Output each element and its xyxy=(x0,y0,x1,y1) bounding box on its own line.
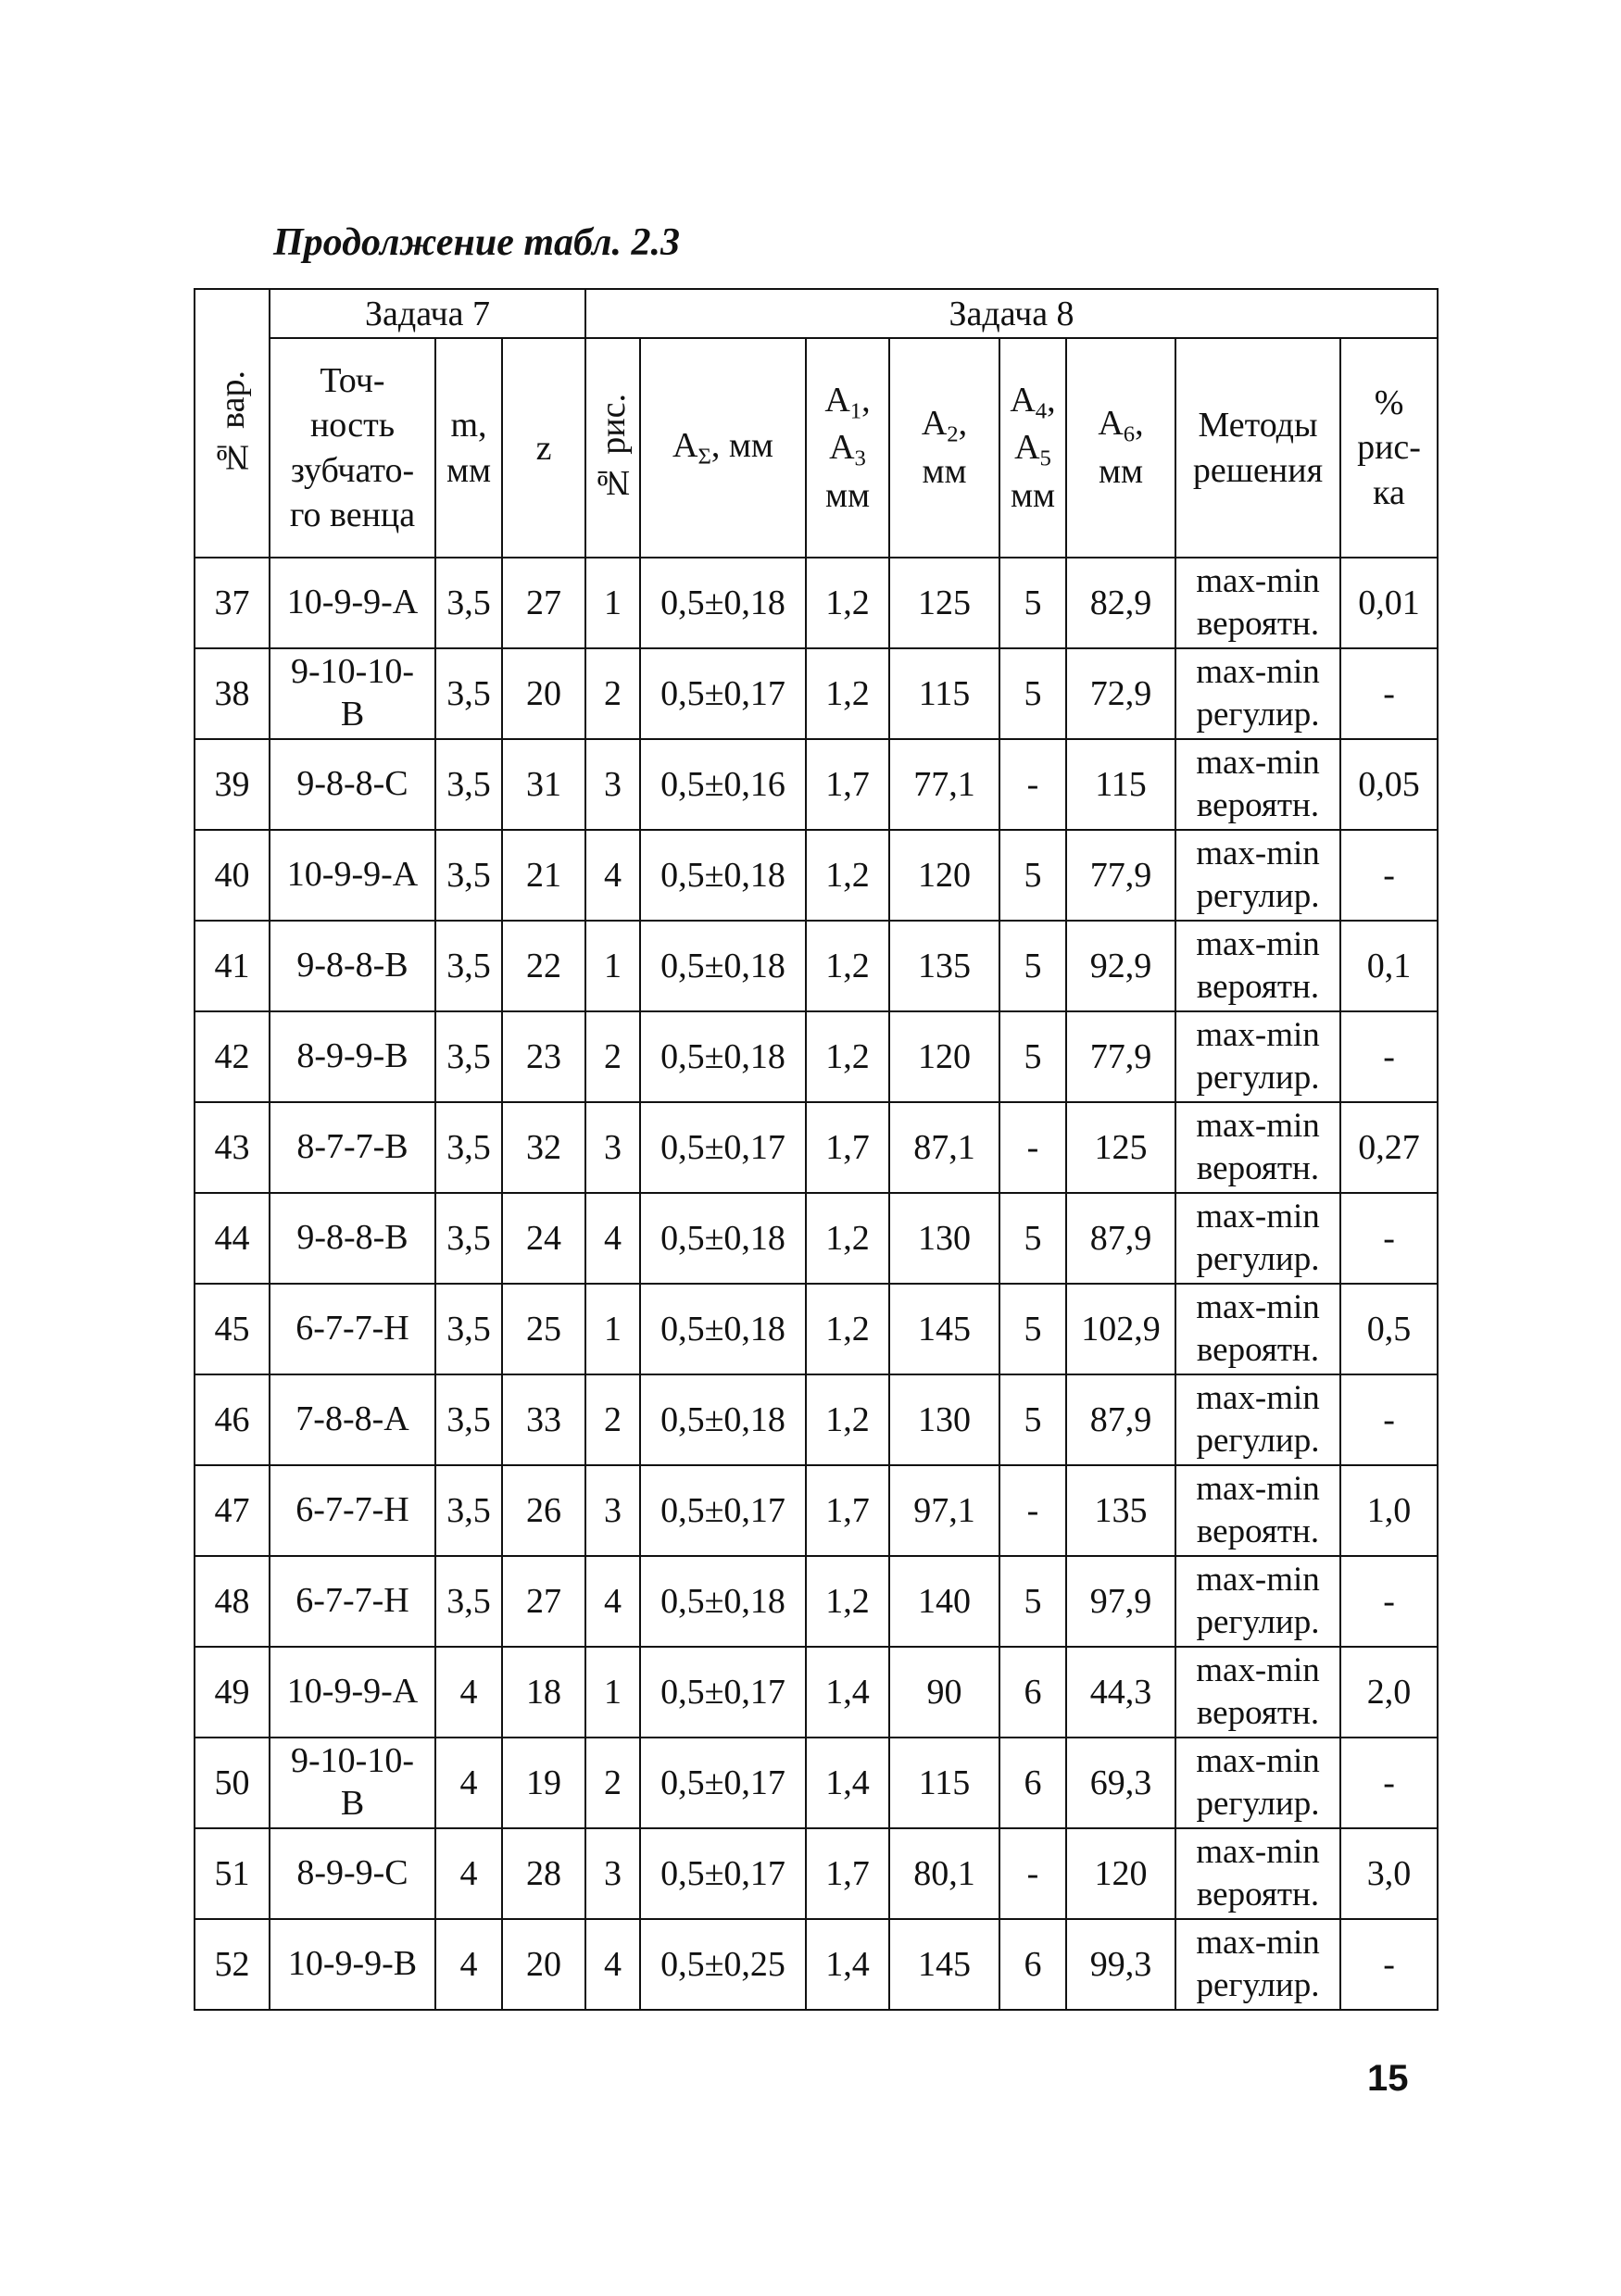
cell-fig: 2 xyxy=(585,1738,640,1828)
cell-variant: 52 xyxy=(195,1919,270,2010)
cell-a6: 97,9 xyxy=(1066,1556,1175,1647)
cell-a6: 69,3 xyxy=(1066,1738,1175,1828)
cell-a1-a3: 1,2 xyxy=(806,648,889,739)
table-row xyxy=(195,739,1438,830)
cell-variant: 49 xyxy=(195,1647,270,1738)
cell-a-sigma: 0,5±0,25 xyxy=(640,1919,806,2010)
data-table xyxy=(194,288,1439,2011)
cell-variant: 47 xyxy=(195,1465,270,1556)
cell-a-sigma: 0,5±0,17 xyxy=(640,648,806,739)
cell-method: max-min регулир. xyxy=(1175,1193,1340,1284)
header-task8: Задача 8 xyxy=(585,289,1438,338)
cell-precision: 9-10-10- B xyxy=(270,1738,435,1828)
cell-a-sigma: 0,5±0,16 xyxy=(640,739,806,830)
cell-a4-a5: - xyxy=(999,1465,1066,1556)
cell-a-sigma: 0,5±0,17 xyxy=(640,1738,806,1828)
cell-m: 3,5 xyxy=(435,1011,502,1102)
cell-a6: 44,3 xyxy=(1066,1647,1175,1738)
cell-a6: 92,9 xyxy=(1066,921,1175,1011)
cell-a6: 102,9 xyxy=(1066,1284,1175,1374)
cell-risk: - xyxy=(1340,1556,1438,1647)
cell-method: max-min вероятн. xyxy=(1175,921,1340,1011)
cell-m: 4 xyxy=(435,1647,502,1738)
header-row-groups xyxy=(195,289,1438,338)
cell-a6: 87,9 xyxy=(1066,1193,1175,1284)
cell-a-sigma: 0,5±0,17 xyxy=(640,1465,806,1556)
cell-variant: 51 xyxy=(195,1828,270,1919)
header-variant: № вар. xyxy=(195,289,270,558)
cell-fig: 1 xyxy=(585,1647,640,1738)
cell-fig: 3 xyxy=(585,1102,640,1193)
cell-risk: - xyxy=(1340,1193,1438,1284)
cell-method: max-min регулир. xyxy=(1175,1374,1340,1465)
cell-a4-a5: - xyxy=(999,739,1066,830)
table-row xyxy=(195,1738,1438,1828)
cell-method: max-min вероятн. xyxy=(1175,1102,1340,1193)
cell-a1-a3: 1,2 xyxy=(806,921,889,1011)
header-z: z xyxy=(502,338,585,558)
cell-a4-a5: - xyxy=(999,1102,1066,1193)
cell-a2: 145 xyxy=(889,1284,999,1374)
cell-a6: 115 xyxy=(1066,739,1175,830)
cell-a1-a3: 1,2 xyxy=(806,1556,889,1647)
cell-precision: 9-8-8-B xyxy=(270,921,435,1011)
cell-variant: 42 xyxy=(195,1011,270,1102)
cell-a1-a3: 1,7 xyxy=(806,1828,889,1919)
cell-method: max-min регулир. xyxy=(1175,1556,1340,1647)
cell-a1-a3: 1,2 xyxy=(806,1374,889,1465)
cell-variant: 43 xyxy=(195,1102,270,1193)
cell-risk: 0,1 xyxy=(1340,921,1438,1011)
table-row xyxy=(195,830,1438,921)
cell-a-sigma: 0,5±0,17 xyxy=(640,1647,806,1738)
cell-risk: - xyxy=(1340,648,1438,739)
cell-a6: 77,9 xyxy=(1066,830,1175,921)
cell-precision: 10-9-9-A xyxy=(270,1647,435,1738)
cell-precision: 6-7-7-H xyxy=(270,1465,435,1556)
cell-precision: 9-8-8-B xyxy=(270,1193,435,1284)
cell-fig: 3 xyxy=(585,1465,640,1556)
cell-m: 3,5 xyxy=(435,558,502,648)
cell-m: 3,5 xyxy=(435,1284,502,1374)
table-row xyxy=(195,1011,1438,1102)
cell-a4-a5: 6 xyxy=(999,1738,1066,1828)
table-row xyxy=(195,1556,1438,1647)
cell-a4-a5: 5 xyxy=(999,830,1066,921)
cell-a1-a3: 1,2 xyxy=(806,558,889,648)
cell-precision: 10-9-9-B xyxy=(270,1919,435,2010)
cell-a-sigma: 0,5±0,18 xyxy=(640,558,806,648)
cell-precision: 8-9-9-C xyxy=(270,1828,435,1919)
cell-fig: 2 xyxy=(585,1011,640,1102)
cell-z: 21 xyxy=(502,830,585,921)
cell-method: max-min вероятн. xyxy=(1175,1647,1340,1738)
cell-a4-a5: 5 xyxy=(999,921,1066,1011)
table-caption: Продолжение табл. 2.3 xyxy=(273,221,680,264)
cell-risk: - xyxy=(1340,1738,1438,1828)
cell-method: max-min вероятн. xyxy=(1175,558,1340,648)
page-number: 15 xyxy=(1367,2058,1409,2099)
cell-a-sigma: 0,5±0,18 xyxy=(640,921,806,1011)
cell-precision: 9-10-10- B xyxy=(270,648,435,739)
cell-method: max-min регулир. xyxy=(1175,830,1340,921)
cell-m: 3,5 xyxy=(435,1556,502,1647)
cell-a6: 77,9 xyxy=(1066,1011,1175,1102)
header-a2: $A_2$, мм xyxy=(889,338,999,558)
table-row xyxy=(195,1284,1438,1374)
cell-a-sigma: 0,5±0,18 xyxy=(640,1556,806,1647)
cell-a1-a3: 1,4 xyxy=(806,1919,889,2010)
cell-fig: 3 xyxy=(585,1828,640,1919)
cell-z: 33 xyxy=(502,1374,585,1465)
cell-a1-a3: 1,2 xyxy=(806,1284,889,1374)
cell-precision: 10-9-9-A xyxy=(270,830,435,921)
cell-a-sigma: 0,5±0,18 xyxy=(640,1193,806,1284)
cell-fig: 1 xyxy=(585,921,640,1011)
cell-precision: 6-7-7-H xyxy=(270,1556,435,1647)
cell-a1-a3: 1,2 xyxy=(806,830,889,921)
cell-a1-a3: 1,7 xyxy=(806,1102,889,1193)
cell-z: 27 xyxy=(502,558,585,648)
cell-a2: 140 xyxy=(889,1556,999,1647)
cell-z: 28 xyxy=(502,1828,585,1919)
cell-variant: 39 xyxy=(195,739,270,830)
cell-method: max-min вероятн. xyxy=(1175,1828,1340,1919)
cell-a4-a5: - xyxy=(999,1828,1066,1919)
cell-method: max-min регулир. xyxy=(1175,1011,1340,1102)
table-row xyxy=(195,1465,1438,1556)
cell-a4-a5: 6 xyxy=(999,1919,1066,2010)
cell-variant: 44 xyxy=(195,1193,270,1284)
cell-variant: 38 xyxy=(195,648,270,739)
cell-fig: 4 xyxy=(585,830,640,921)
cell-z: 18 xyxy=(502,1647,585,1738)
cell-m: 3,5 xyxy=(435,830,502,921)
table-row xyxy=(195,921,1438,1011)
cell-m: 3,5 xyxy=(435,648,502,739)
cell-m: 4 xyxy=(435,1828,502,1919)
cell-variant: 37 xyxy=(195,558,270,648)
cell-z: 19 xyxy=(502,1738,585,1828)
cell-precision: 10-9-9-A xyxy=(270,558,435,648)
cell-risk: 3,0 xyxy=(1340,1828,1438,1919)
cell-method: max-min вероятн. xyxy=(1175,1465,1340,1556)
cell-risk: - xyxy=(1340,1919,1438,2010)
cell-a2: 115 xyxy=(889,1738,999,1828)
cell-fig: 4 xyxy=(585,1919,640,2010)
cell-a2: 97,1 xyxy=(889,1465,999,1556)
cell-z: 26 xyxy=(502,1465,585,1556)
cell-a-sigma: 0,5±0,17 xyxy=(640,1102,806,1193)
cell-a6: 125 xyxy=(1066,1102,1175,1193)
cell-m: 3,5 xyxy=(435,1193,502,1284)
table-row xyxy=(195,648,1438,739)
cell-a6: 72,9 xyxy=(1066,648,1175,739)
cell-m: 3,5 xyxy=(435,921,502,1011)
cell-a6: 87,9 xyxy=(1066,1374,1175,1465)
cell-fig: 2 xyxy=(585,1374,640,1465)
header-task7: Задача 7 xyxy=(270,289,585,338)
cell-variant: 50 xyxy=(195,1738,270,1828)
cell-a1-a3: 1,4 xyxy=(806,1647,889,1738)
header-a6: $A_6$, мм xyxy=(1066,338,1175,558)
cell-a2: 120 xyxy=(889,830,999,921)
cell-risk: 0,01 xyxy=(1340,558,1438,648)
cell-a1-a3: 1,2 xyxy=(806,1011,889,1102)
header-m: m, мм xyxy=(435,338,502,558)
table-row xyxy=(195,1828,1438,1919)
cell-risk: - xyxy=(1340,1011,1438,1102)
cell-risk: 1,0 xyxy=(1340,1465,1438,1556)
cell-a1-a3: 1,7 xyxy=(806,739,889,830)
table-row xyxy=(195,1919,1438,2010)
cell-a1-a3: 1,7 xyxy=(806,1465,889,1556)
cell-a2: 145 xyxy=(889,1919,999,2010)
table-row xyxy=(195,1374,1438,1465)
cell-fig: 2 xyxy=(585,648,640,739)
header-precision: Точ- ность зубчато- го венца xyxy=(270,338,435,558)
cell-method: max-min регулир. xyxy=(1175,648,1340,739)
cell-a2: 87,1 xyxy=(889,1102,999,1193)
cell-fig: 1 xyxy=(585,558,640,648)
cell-variant: 48 xyxy=(195,1556,270,1647)
cell-a6: 82,9 xyxy=(1066,558,1175,648)
cell-z: 20 xyxy=(502,648,585,739)
cell-z: 23 xyxy=(502,1011,585,1102)
cell-risk: - xyxy=(1340,830,1438,921)
cell-a-sigma: 0,5±0,17 xyxy=(640,1828,806,1919)
cell-a2: 130 xyxy=(889,1193,999,1284)
cell-risk: 0,05 xyxy=(1340,739,1438,830)
cell-variant: 46 xyxy=(195,1374,270,1465)
cell-z: 32 xyxy=(502,1102,585,1193)
cell-a-sigma: 0,5±0,18 xyxy=(640,1011,806,1102)
cell-method: max-min вероятн. xyxy=(1175,1284,1340,1374)
cell-a2: 130 xyxy=(889,1374,999,1465)
cell-a2: 135 xyxy=(889,921,999,1011)
cell-a6: 99,3 xyxy=(1066,1919,1175,2010)
cell-a-sigma: 0,5±0,18 xyxy=(640,1374,806,1465)
a-sigma-label: $A_\Sigma$, мм xyxy=(672,426,773,470)
cell-z: 31 xyxy=(502,739,585,830)
cell-precision: 8-9-9-B xyxy=(270,1011,435,1102)
cell-m: 3,5 xyxy=(435,1465,502,1556)
cell-fig: 4 xyxy=(585,1193,640,1284)
cell-a2: 90 xyxy=(889,1647,999,1738)
cell-variant: 41 xyxy=(195,921,270,1011)
cell-z: 25 xyxy=(502,1284,585,1374)
cell-precision: 7-8-8-A xyxy=(270,1374,435,1465)
cell-risk: 2,0 xyxy=(1340,1647,1438,1738)
table-row xyxy=(195,1647,1438,1738)
cell-a4-a5: 5 xyxy=(999,1374,1066,1465)
cell-a-sigma: 0,5±0,18 xyxy=(640,830,806,921)
cell-risk: - xyxy=(1340,1374,1438,1465)
cell-precision: 6-7-7-H xyxy=(270,1284,435,1374)
cell-a4-a5: 5 xyxy=(999,648,1066,739)
cell-m: 4 xyxy=(435,1738,502,1828)
cell-a4-a5: 6 xyxy=(999,1647,1066,1738)
cell-precision: 8-7-7-B xyxy=(270,1102,435,1193)
cell-a2: 77,1 xyxy=(889,739,999,830)
header-fig: № рис. xyxy=(585,338,640,558)
cell-fig: 3 xyxy=(585,739,640,830)
cell-method: max-min регулир. xyxy=(1175,1919,1340,2010)
cell-a2: 125 xyxy=(889,558,999,648)
cell-a4-a5: 5 xyxy=(999,1556,1066,1647)
cell-z: 24 xyxy=(502,1193,585,1284)
cell-m: 4 xyxy=(435,1919,502,2010)
cell-precision: 9-8-8-C xyxy=(270,739,435,830)
cell-m: 3,5 xyxy=(435,1374,502,1465)
cell-z: 20 xyxy=(502,1919,585,2010)
cell-a6: 120 xyxy=(1066,1828,1175,1919)
header-risk: % рис- ка xyxy=(1340,338,1438,558)
header-row-columns xyxy=(195,338,1438,558)
cell-a2: 115 xyxy=(889,648,999,739)
cell-method: max-min регулир. xyxy=(1175,1738,1340,1828)
cell-a4-a5: 5 xyxy=(999,1284,1066,1374)
cell-a4-a5: 5 xyxy=(999,1011,1066,1102)
cell-a2: 120 xyxy=(889,1011,999,1102)
cell-z: 27 xyxy=(502,1556,585,1647)
header-methods: Методы решения xyxy=(1175,338,1340,558)
cell-a4-a5: 5 xyxy=(999,1193,1066,1284)
cell-z: 22 xyxy=(502,921,585,1011)
cell-m: 3,5 xyxy=(435,739,502,830)
cell-a1-a3: 1,4 xyxy=(806,1738,889,1828)
header-a1-a3: $A_1$, $A_3$ мм xyxy=(806,338,889,558)
cell-a2: 80,1 xyxy=(889,1828,999,1919)
cell-a1-a3: 1,2 xyxy=(806,1193,889,1284)
table-row xyxy=(195,558,1438,648)
header-a4-a5: $A_4$, $A_5$ мм xyxy=(999,338,1066,558)
cell-fig: 1 xyxy=(585,1284,640,1374)
cell-a-sigma: 0,5±0,18 xyxy=(640,1284,806,1374)
cell-a6: 135 xyxy=(1066,1465,1175,1556)
cell-m: 3,5 xyxy=(435,1102,502,1193)
cell-variant: 40 xyxy=(195,830,270,921)
cell-risk: 0,27 xyxy=(1340,1102,1438,1193)
cell-variant: 45 xyxy=(195,1284,270,1374)
cell-method: max-min вероятн. xyxy=(1175,739,1340,830)
header-a-sigma xyxy=(640,338,806,558)
cell-fig: 4 xyxy=(585,1556,640,1647)
table-row xyxy=(195,1193,1438,1284)
cell-risk: 0,5 xyxy=(1340,1284,1438,1374)
cell-a4-a5: 5 xyxy=(999,558,1066,648)
table-row xyxy=(195,1102,1438,1193)
